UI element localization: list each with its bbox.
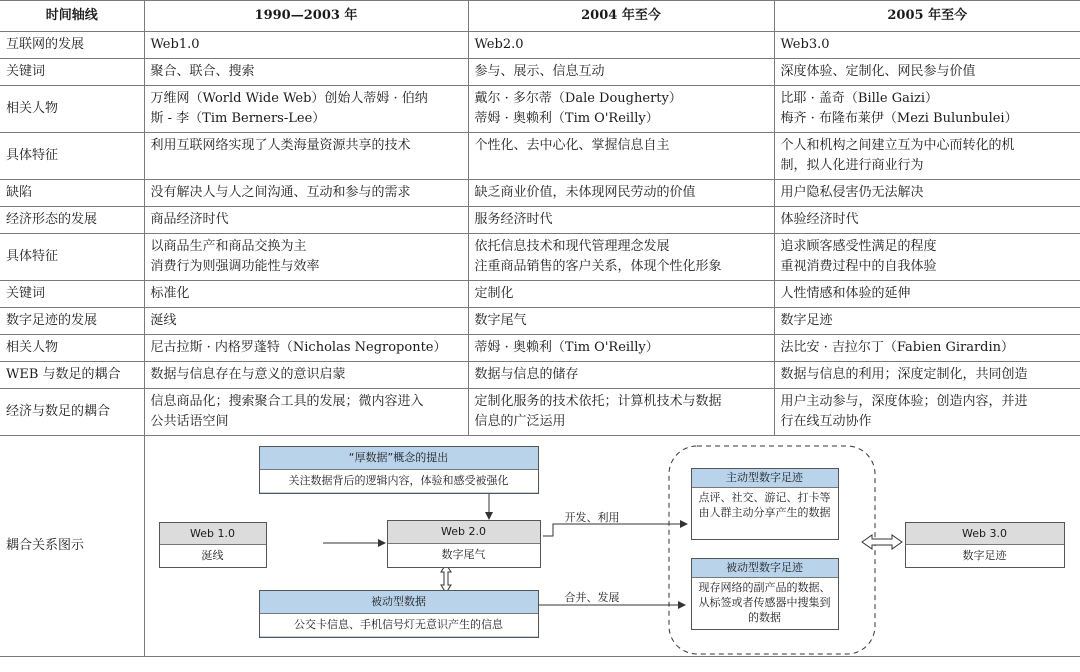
cell-line: 行在线互动协作 xyxy=(780,414,872,429)
table-row xyxy=(0,133,1080,180)
table-cell xyxy=(468,133,774,180)
header-row xyxy=(0,1,1080,32)
table-row xyxy=(0,308,1080,335)
double-arrow-web2-passive xyxy=(441,564,451,593)
cell-line: 依托信息技术和现代管理理念发展 xyxy=(474,239,670,254)
table-cell xyxy=(774,335,1080,362)
row-label: 经济与数足的耦合 xyxy=(0,389,144,436)
table-row xyxy=(0,180,1080,207)
cell-line: 参与、展示、信息互动 xyxy=(474,64,605,79)
cell-line: 尼古拉斯 · 内格罗蓬特（Nicholas Negroponte） xyxy=(150,340,447,355)
row-label: 关键词 xyxy=(0,59,144,86)
cell-line: 用户主动参与，深度体验；创造内容，并进 xyxy=(780,394,1028,409)
table-cell xyxy=(144,234,468,281)
cell-line: 追求顾客感受性满足的程度 xyxy=(780,239,937,254)
table-cell xyxy=(468,32,774,59)
active-footprint-box xyxy=(691,468,839,540)
cell-line: 数据与信息的利用；深度定制化，共同创造 xyxy=(780,367,1028,382)
table-cell xyxy=(774,234,1080,281)
cell-line: 蒂姆 · 奥赖利（Tim O'Reilly） xyxy=(474,111,659,126)
table-cell xyxy=(774,281,1080,308)
header-col-2005: 2005 年至今 xyxy=(774,1,1080,32)
cell-line: 定制化 xyxy=(474,286,514,301)
web1-title: Web 1.0 xyxy=(160,523,266,545)
row-label: 相关人物 xyxy=(0,335,144,362)
table-cell xyxy=(774,308,1080,335)
cell-line: 重视消费过程中的自我体验 xyxy=(780,259,937,274)
table-row xyxy=(0,362,1080,389)
arrow-bottom-label: 合并、发展 xyxy=(564,591,620,604)
cell-line: 万维网（World Wide Web）创始人蒂姆 · 伯纳 xyxy=(150,91,428,106)
table-cell xyxy=(468,308,774,335)
table-cell xyxy=(774,362,1080,389)
cell-line: 斯 - 李（Tim Berners-Lee） xyxy=(150,111,326,126)
table-cell xyxy=(468,59,774,86)
cell-line: 用户隐私侵害仍无法解决 xyxy=(780,185,924,200)
cell-line: 公共话语空间 xyxy=(150,414,229,429)
table-row xyxy=(0,32,1080,59)
table-cell xyxy=(774,389,1080,436)
coupling-diagram xyxy=(145,436,1080,656)
web2-box xyxy=(387,520,541,568)
cell-line: Web3.0 xyxy=(780,37,830,52)
web1-box xyxy=(159,522,267,568)
header-col-1990: 1990—2003 年 xyxy=(144,1,468,32)
table-cell xyxy=(144,180,468,207)
coupling-diagram-cell xyxy=(144,436,1080,657)
cell-line: Web1.0 xyxy=(150,37,200,52)
cell-line: 定制化服务的技术依托；计算机技术与数据 xyxy=(474,394,722,409)
cell-line: 梅齐 · 布隆布莱伊（Mezi Bulunbulei） xyxy=(780,111,1018,126)
web1-body: 涎线 xyxy=(201,549,224,562)
cell-line: 个性化、去中心化、掌握信息自主 xyxy=(474,138,670,153)
table-row xyxy=(0,234,1080,281)
diagram-row xyxy=(0,436,1080,657)
table-cell xyxy=(144,32,468,59)
thick-data-box xyxy=(259,446,539,494)
cell-line: 数据与信息存在与意义的意识启蒙 xyxy=(150,367,346,382)
table-row xyxy=(0,86,1080,133)
cell-line: 体验经济时代 xyxy=(780,212,859,227)
table-cell xyxy=(774,32,1080,59)
cell-line: 个人和机构之间建立互为中心而转化的机 xyxy=(780,138,1015,153)
table-cell xyxy=(144,335,468,362)
cell-line: 没有解决人与人之间沟通、互动和参与的需求 xyxy=(150,185,411,200)
table-cell xyxy=(774,59,1080,86)
cell-line: 比耶 · 盖奇（Bille Gaizi） xyxy=(780,91,939,106)
cell-line: 制，拟人化进行商业行为 xyxy=(780,158,924,173)
table-cell xyxy=(468,389,774,436)
double-arrow-footprint-web3 xyxy=(862,535,902,549)
table-cell xyxy=(144,59,468,86)
table-cell xyxy=(774,207,1080,234)
web3-body: 数字足迹 xyxy=(962,549,1007,562)
cell-line: 服务经济时代 xyxy=(474,212,553,227)
thick-data-title: “厚数据”概念的提出 xyxy=(260,447,538,470)
table-cell xyxy=(468,180,774,207)
active-footprint-title: 主动型数字足迹 xyxy=(692,469,838,488)
table-cell xyxy=(144,86,468,133)
table-row xyxy=(0,335,1080,362)
table-cell xyxy=(468,362,774,389)
cell-line: 缺乏商业价值，未体现网民劳动的价值 xyxy=(474,185,696,200)
cell-line: 数字尾气 xyxy=(474,313,527,328)
cell-line: 信息的广泛运用 xyxy=(474,414,566,429)
passive-data-box xyxy=(259,590,539,638)
cell-line: 信息商品化；搜索聚合工具的发展；微内容进入 xyxy=(150,394,424,409)
cell-line: 数字足迹 xyxy=(780,313,833,328)
table-cell xyxy=(144,389,468,436)
web3-title: Web 3.0 xyxy=(906,523,1064,545)
cell-line: 法比安 · 吉拉尔丁（Fabien Girardin） xyxy=(780,340,1015,355)
cell-line: Web2.0 xyxy=(474,37,524,52)
table-row xyxy=(0,207,1080,234)
table-cell xyxy=(468,207,774,234)
cell-line: 商品经济时代 xyxy=(150,212,229,227)
cell-line: 聚合、联合、搜索 xyxy=(150,64,255,79)
passive-data-body: 公交卡信息、手机信号灯无意识产生的信息 xyxy=(260,614,538,636)
cell-line: 涎线 xyxy=(150,313,177,328)
passive-footprint-title: 被动型数字足迹 xyxy=(692,559,838,578)
active-footprint-body: 点评、社交、游记、打卡等由人群主动分享产生的数据 xyxy=(698,491,831,519)
row-label: 相关人物 xyxy=(0,86,144,133)
table-cell xyxy=(144,362,468,389)
web2-title: Web 2.0 xyxy=(388,521,540,544)
cell-line: 以商品生产和商品交换为主 xyxy=(150,239,307,254)
table-cell xyxy=(144,281,468,308)
cell-line: 消费行为则强调功能性与效率 xyxy=(150,259,320,274)
table-cell xyxy=(468,335,774,362)
passive-footprint-box xyxy=(691,558,839,630)
header-col-timeline: 时间轴线 xyxy=(0,1,144,32)
cell-line: 标准化 xyxy=(150,286,190,301)
cell-line: 利用互联网络实现了人类海量资源共享的技术 xyxy=(150,138,411,153)
arrow-top-label: 开发、利用 xyxy=(564,511,620,524)
table-cell xyxy=(468,281,774,308)
passive-footprint-body: 现存网络的副产品的数据、从标签或者传感器中搜集到的数据 xyxy=(698,581,831,624)
table-cell xyxy=(774,133,1080,180)
passive-data-title: 被动型数据 xyxy=(260,591,538,614)
table-cell xyxy=(468,86,774,133)
cell-line: 注重商品销售的客户关系，体现个性化形象 xyxy=(474,259,722,274)
table-cell xyxy=(144,207,468,234)
row-label: 互联网的发展 xyxy=(0,32,144,59)
table-row xyxy=(0,59,1080,86)
row-label: 具体特征 xyxy=(0,234,144,281)
diagram-row-label: 耦合关系图示 xyxy=(0,436,144,657)
web2-body: 数字尾气 xyxy=(441,548,486,561)
table-cell xyxy=(144,133,468,180)
row-label: 缺陷 xyxy=(0,180,144,207)
table-row xyxy=(0,389,1080,436)
web3-box xyxy=(905,522,1065,568)
row-label: 经济形态的发展 xyxy=(0,207,144,234)
cell-line: 戴尔 · 多尔蒂（Dale Dougherty） xyxy=(474,91,682,106)
row-label: WEB 与数足的耦合 xyxy=(0,362,144,389)
row-label: 关键词 xyxy=(0,281,144,308)
cell-line: 人性情感和体验的延伸 xyxy=(780,286,911,301)
header-col-2004: 2004 年至今 xyxy=(468,1,774,32)
cell-line: 数据与信息的储存 xyxy=(474,367,579,382)
cell-line: 蒂姆 · 奥赖利（Tim O'Reilly） xyxy=(474,340,659,355)
table-cell xyxy=(468,234,774,281)
thick-data-body: 关注数据背后的逻辑内容，体验和感受被强化 xyxy=(260,470,538,492)
cell-line: 深度体验、定制化、网民参与价值 xyxy=(780,64,976,79)
table-row xyxy=(0,281,1080,308)
table-cell xyxy=(144,308,468,335)
row-label: 数字足迹的发展 xyxy=(0,308,144,335)
table-cell xyxy=(774,86,1080,133)
row-label: 具体特征 xyxy=(0,133,144,180)
table-cell xyxy=(774,180,1080,207)
